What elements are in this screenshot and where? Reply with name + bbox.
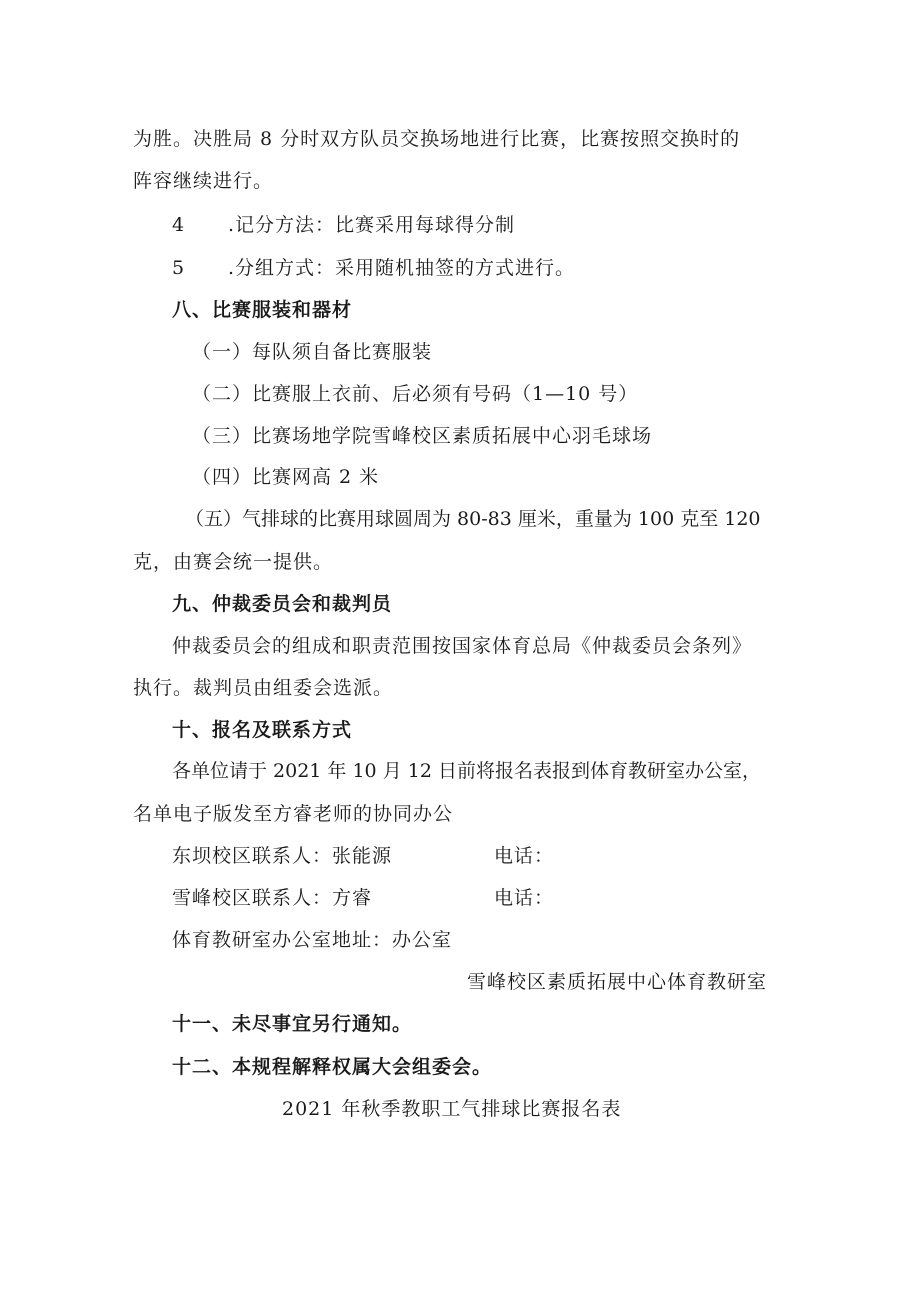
list-number: 4 — [172, 214, 186, 236]
text-line: 各单位请于 2021 年 10 月 12 日前将报名表报到体育教研室办公室， — [172, 760, 761, 782]
text-line: 阵容继续进行。 — [133, 170, 274, 192]
list-item-4 — [172, 212, 920, 238]
section-heading-9: 九、仲裁委员会和裁判员 — [172, 593, 393, 615]
contact-phone: 电话： — [494, 845, 555, 867]
contact-name: 东坝校区联系人：张能源 — [172, 845, 393, 867]
list-number: 5 — [172, 257, 186, 279]
text-line: （四）比赛网高 2 米 — [192, 466, 380, 488]
form-title: 2021 年秋季教职工气排球比赛报名表 — [282, 1098, 622, 1120]
contact-name: 雪峰校区联系人：方睿 — [172, 887, 373, 909]
contact-phone: 电话： — [494, 887, 555, 909]
address-line: 体育教研室办公室地址：办公室 — [172, 929, 453, 951]
section-heading-8: 八、比赛服装和器材 — [172, 299, 353, 321]
text-line: （一）每队须自备比赛服装 — [192, 341, 433, 363]
list-item-5 — [172, 255, 920, 281]
section-heading-10: 十、报名及联系方式 — [172, 719, 353, 741]
text-line: （三）比赛场地学院雪峰校区素质拓展中心羽毛球场 — [192, 425, 653, 447]
text-line: 名单电子版发至方睿老师的协同办公 — [133, 803, 454, 825]
text-line: （二）比赛服上衣前、后必须有号码（1—10 号） — [192, 383, 639, 405]
text-line: 克，由赛会统一提供。 — [133, 551, 334, 573]
list-text: .记分方法：比赛采用每球得分制 — [228, 214, 516, 236]
list-text: .分组方式：采用随机抽签的方式进行。 — [228, 257, 576, 279]
section-heading-12: 十二、本规程解释权属大会组委会。 — [172, 1056, 493, 1078]
text-line: 执行。裁判员由组委会选派。 — [133, 677, 394, 699]
section-heading-11: 十一、未尽事宜另行通知。 — [172, 1013, 413, 1035]
text-line: （五）气排球的比赛用球圆周为 80-83 厘米，重量为 100 克至 120 — [185, 508, 761, 530]
signature-line: 雪峰校区素质拓展中心体育教研室 — [467, 971, 768, 993]
text-line: 为胜。决胜局 8 分时双方队员交换场地进行比赛，比赛按照交换时的 — [133, 128, 741, 150]
contact-line — [172, 885, 920, 911]
text-line: 仲裁委员会的组成和职责范围按国家体育总局《仲裁委员会条列》 — [172, 635, 753, 657]
contact-line — [172, 843, 920, 869]
